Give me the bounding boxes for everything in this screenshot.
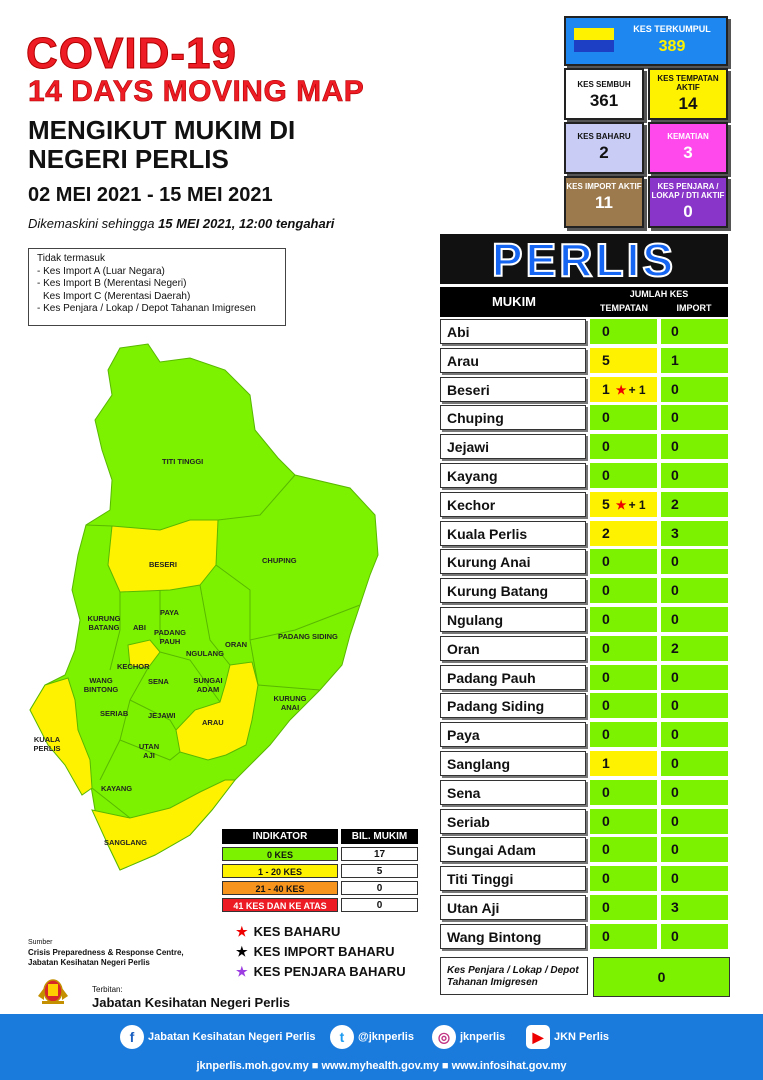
penjara-label: Kes Penjara / Lokap / Depot Tahanan Imigresen [440, 957, 588, 995]
exclusion-note [28, 248, 286, 326]
tempatan-value: 0 [602, 409, 610, 426]
map-label-abi: ABI [133, 623, 146, 632]
updated-time: 15 MEI 2021, 12:00 tengahari [158, 216, 335, 231]
import-cell: 0 [661, 780, 728, 805]
title-covid: COVID-19 [26, 29, 237, 78]
tempatan-value: 0 [602, 323, 610, 339]
map-label-paya: PAYA [160, 608, 179, 617]
legend-label: KES BAHARU [253, 924, 341, 939]
penjara-value: 0 [593, 957, 730, 997]
indicator-count: 5 [341, 864, 418, 878]
tempatan-value: 0 [602, 668, 610, 685]
tempatan-cell [590, 319, 657, 344]
mukim-name: Arau [440, 348, 586, 373]
footer-urls: jknperlis.moh.gov.my ■ www.myhealth.gov.my ■ www.infosihat.gov.my [196, 1060, 567, 1072]
map-label-jejawi: JEJAWI [148, 711, 176, 720]
mukim-name: Kechor [440, 492, 586, 517]
tempatan-cell [590, 895, 657, 920]
import-cell: 0 [661, 319, 728, 344]
table-row [440, 751, 728, 778]
mukim-name: Utan Aji [440, 895, 586, 920]
import-cell: 0 [661, 665, 728, 690]
col-import: IMPORT [676, 303, 712, 313]
tempatan-value: 0 [602, 582, 610, 599]
map-label-kurung-batang: KURUNG BATANG [87, 614, 121, 632]
tempatan-cell [590, 636, 657, 661]
tempatan-cell [590, 780, 657, 805]
sembuh-value: 361 [589, 91, 619, 110]
social-links [0, 1024, 763, 1050]
twitter-link[interactable] [330, 1024, 414, 1050]
indicator-swatch: 0 KES [222, 847, 338, 861]
tempatan-cell [590, 578, 657, 603]
tempatan-cell [590, 492, 657, 517]
import-cell: 0 [661, 405, 728, 430]
map-label-padang-pauh: PADANG PAUH [154, 628, 186, 646]
table-row [440, 866, 728, 893]
table-row [440, 377, 728, 404]
updated-note [28, 216, 334, 231]
import-cell: 0 [661, 866, 728, 891]
map-label-sanglang: SANGLANG [104, 838, 147, 847]
card-kes-sembuh [564, 68, 644, 120]
legend-kes-baharu [236, 924, 340, 940]
terkumpul-label: KES TERKUMPUL [633, 24, 711, 34]
subtitle-line1: MENGIKUT MUKIM DI [28, 115, 296, 145]
mukim-name: Jejawi [440, 434, 586, 459]
tempatan-value: 1 [602, 380, 610, 397]
red-star-icon: ★ [236, 924, 248, 939]
exclusion-line: Tidak termasuk [37, 253, 105, 264]
tempatan-aktif-label: KES TEMPATAN AKTIF [657, 74, 719, 92]
malaysia-crest-icon [36, 976, 70, 1006]
map-label-utan-aji: UTAN AJI [138, 742, 160, 760]
card-kes-baharu [564, 122, 644, 174]
table-row [440, 636, 728, 663]
mukim-name: Seriab [440, 809, 586, 834]
import-cell: 1 [661, 348, 728, 373]
tempatan-cell [590, 348, 657, 373]
youtube-label: JKN Perlis [554, 1031, 610, 1043]
purple-star-icon: ★ [236, 964, 248, 979]
import-cell: 3 [661, 895, 728, 920]
tempatan-value: 0 [602, 783, 610, 800]
youtube-icon: ▶ [526, 1025, 550, 1049]
import-cell: 3 [661, 521, 728, 546]
penjara-aktif-label: KES PENJARA / LOKAP / DTI AKTIF [651, 182, 725, 200]
col-tempatan: TEMPATAN [600, 303, 648, 313]
map-label-chuping: CHUPING [262, 556, 297, 565]
tempatan-value: 2 [602, 524, 610, 541]
table-row [440, 780, 728, 807]
import-aktif-value: 11 [595, 193, 613, 212]
import-cell: 0 [661, 809, 728, 834]
tempatan-value: 0 [602, 726, 610, 743]
source-note [28, 938, 184, 968]
publisher-name: Jabatan Kesihatan Negeri Perlis [92, 995, 290, 1010]
card-kes-terkumpul [564, 16, 728, 66]
exclusion-line: - Kes Penjara / Lokap / Depot Tahanan Imigresen [37, 303, 256, 314]
import-cell: 0 [661, 434, 728, 459]
mukim-name: Sanglang [440, 751, 586, 776]
map-label-ngulang: NGULANG [186, 649, 224, 658]
tempatan-value: 0 [602, 899, 610, 915]
import-cell: 0 [661, 377, 728, 402]
col-mukim: MUKIM [491, 294, 537, 309]
sembuh-label: KES SEMBUH [577, 80, 631, 89]
tempatan-cell [590, 837, 657, 862]
import-cell: 0 [661, 722, 728, 747]
table-state-title: PERLIS [440, 234, 728, 284]
table-row [440, 722, 728, 749]
col-jumlah-kes: JUMLAH KES [629, 289, 689, 299]
twitter-label: @jknperlis [358, 1031, 414, 1043]
mukim-name: Oran [440, 636, 586, 661]
indicator-swatch: 1 - 20 KES [222, 864, 338, 878]
table-row [440, 665, 728, 692]
tempatan-value: 0 [602, 697, 610, 714]
title-moving-map: 14 DAYS MOVING MAP [28, 75, 365, 108]
exclusion-line: - Kes Import A (Luar Negara) [37, 265, 165, 277]
tempatan-value: 0 [602, 611, 610, 627]
twitter-icon: t [330, 1025, 354, 1049]
import-cell: 0 [661, 924, 728, 949]
tempatan-cell [590, 722, 657, 747]
table-row [440, 693, 728, 720]
terkumpul-flag-icon [574, 28, 614, 52]
card-kematian [648, 122, 728, 174]
youtube-link[interactable] [526, 1024, 609, 1050]
tempatan-value: 5 [602, 495, 610, 512]
map-label-beseri: BESERI [149, 560, 177, 569]
terkumpul-value: 389 [658, 38, 686, 55]
source-line: Jabatan Kesihatan Negeri Perlis [28, 958, 150, 967]
mukim-name: Abi [440, 319, 586, 344]
mukim-name: Kayang [440, 463, 586, 488]
mukim-name: Sena [440, 780, 586, 805]
instagram-link[interactable] [432, 1024, 505, 1050]
penjara-aktif-value: 0 [683, 202, 693, 221]
tempatan-value: 0 [602, 927, 610, 944]
date-range: 02 MEI 2021 - 15 MEI 2021 [28, 184, 273, 206]
card-kes-penjara-aktif [648, 176, 728, 228]
source-line: Crisis Preparedness & Response Centre, [28, 948, 184, 957]
tempatan-cell [590, 434, 657, 459]
tempatan-cell [590, 377, 657, 402]
red-star-icon: ★ [615, 497, 627, 512]
import-cell: 0 [661, 463, 728, 488]
tempatan-cell [590, 924, 657, 949]
tempatan-value: 0 [602, 553, 610, 570]
card-kes-import-aktif [564, 176, 644, 228]
table-row [440, 348, 728, 375]
instagram-icon: ◎ [432, 1025, 456, 1049]
publisher-label: Terbitan: [92, 985, 123, 994]
tempatan-value: 0 [602, 639, 610, 656]
mukim-name: Kuala Perlis [440, 521, 586, 546]
import-cell: 0 [661, 607, 728, 632]
table-row [440, 521, 728, 548]
card-kes-tempatan-aktif [648, 68, 728, 120]
tempatan-value: 0 [602, 438, 610, 455]
indicator-count: 0 [341, 881, 418, 895]
mukim-name: Padang Siding [440, 693, 586, 718]
tempatan-cell [590, 866, 657, 891]
table-row [440, 924, 728, 951]
kematian-label: KEMATIAN [667, 132, 709, 141]
footer-bar [0, 1014, 763, 1080]
tempatan-cell [590, 665, 657, 690]
map-label-kayang: KAYANG [101, 784, 133, 793]
mukim-name: Sungai Adam [440, 837, 586, 862]
import-cell: 0 [661, 837, 728, 862]
kematian-value: 3 [683, 143, 693, 162]
map-label-kuala-perlis: KUALA PERLIS [33, 735, 61, 753]
tempatan-value: 0 [602, 467, 610, 483]
table-row [440, 837, 728, 864]
tempatan-cell [590, 549, 657, 574]
import-aktif-label: KES IMPORT AKTIF [566, 182, 642, 191]
indicator-swatch: 41 KES DAN KE ATAS [222, 898, 338, 912]
mukim-name: Kurung Anai [440, 549, 586, 574]
tempatan-aktif-value: 14 [678, 94, 698, 113]
tempatan-value: 0 [602, 870, 610, 887]
map-label-sungai-adam: SUNGAI ADAM [193, 676, 223, 694]
tempatan-value: 1 [602, 755, 610, 771]
subtitle-line2: NEGERI PERLIS [28, 144, 229, 174]
table-row [440, 492, 728, 519]
table-row [440, 809, 728, 836]
tempatan-cell [590, 607, 657, 632]
mukim-name: Padang Pauh [440, 665, 586, 690]
indicator-count-header: BIL. MUKIM [341, 829, 418, 844]
tempatan-value: 0 [602, 841, 610, 858]
import-cell: 0 [661, 578, 728, 603]
tempatan-cell [590, 405, 657, 430]
map-label-arau: ARAU [202, 718, 224, 727]
updated-prefix: Dikemaskini sehingga [28, 216, 159, 231]
map-label-kurung-anai: KURUNG ANAI [273, 694, 307, 712]
tempatan-value: 0 [602, 812, 610, 829]
baharu-value: 2 [599, 143, 609, 162]
import-cell: 0 [661, 693, 728, 718]
table-header [440, 287, 728, 317]
table-row [440, 319, 728, 346]
mukim-name: Paya [440, 722, 586, 747]
tempatan-cell [590, 809, 657, 834]
map-label-kechor: KECHOR [117, 662, 150, 671]
baharu-label: KES BAHARU [577, 132, 631, 141]
new-case-note: + 1 [628, 497, 646, 512]
mukim-name: Titi Tinggi [440, 866, 586, 891]
map-label-wang-bintong: WANG BINTONG [83, 676, 119, 694]
perlis-map [20, 340, 420, 900]
mukim-name: Kurung Batang [440, 578, 586, 603]
legend-label: KES IMPORT BAHARU [253, 944, 395, 959]
facebook-link[interactable] [120, 1024, 316, 1050]
map-label-sena: SENA [148, 677, 169, 686]
indicator-count: 17 [341, 847, 418, 861]
table-row [440, 578, 728, 605]
import-cell: 2 [661, 492, 728, 517]
map-region-beseri [108, 520, 218, 592]
legend-label: KES PENJARA BAHARU [253, 964, 406, 979]
map-label-titi-tinggi: TITI TINGGI [162, 457, 204, 466]
facebook-icon: f [120, 1025, 144, 1049]
instagram-label: jknperlis [460, 1031, 506, 1043]
mukim-name: Beseri [440, 377, 586, 402]
tempatan-cell [590, 693, 657, 718]
exclusion-line: Kes Import C (Merentasi Daerah) [43, 290, 191, 302]
table-row [440, 607, 728, 634]
mukim-name: Wang Bintong [440, 924, 586, 949]
new-case-note: + 1 [628, 382, 646, 397]
indicator-swatch: 21 - 40 KES [222, 881, 338, 895]
facebook-label: Jabatan Kesihatan Negeri Perlis [148, 1031, 316, 1043]
tempatan-cell [590, 463, 657, 488]
indicator-count: 0 [341, 898, 418, 912]
table-row [440, 405, 728, 432]
table-row [440, 463, 728, 490]
table-row [440, 895, 728, 922]
mukim-name: Ngulang [440, 607, 586, 632]
red-star-icon: ★ [615, 382, 627, 397]
tempatan-value: 5 [602, 351, 610, 368]
legend-kes-import-baharu [236, 944, 395, 960]
map-label-oran: ORAN [225, 640, 248, 649]
mukim-name: Chuping [440, 405, 586, 430]
source-label: Sumber [28, 939, 53, 946]
exclusion-line: - Kes Import B (Merentasi Negeri) [37, 278, 187, 289]
import-cell: 0 [661, 751, 728, 776]
indicator-header: INDIKATOR [222, 829, 338, 844]
legend-kes-penjara-baharu [236, 964, 406, 980]
map-label-padang-siding: PADANG SIDING [278, 632, 338, 641]
map-label-seriab: SERIAB [100, 709, 129, 718]
table-row [440, 434, 728, 461]
black-star-icon: ★ [236, 944, 248, 959]
import-cell: 0 [661, 549, 728, 574]
table-row [440, 549, 728, 576]
import-cell: 2 [661, 636, 728, 661]
tempatan-cell [590, 751, 657, 776]
tempatan-cell [590, 521, 657, 546]
